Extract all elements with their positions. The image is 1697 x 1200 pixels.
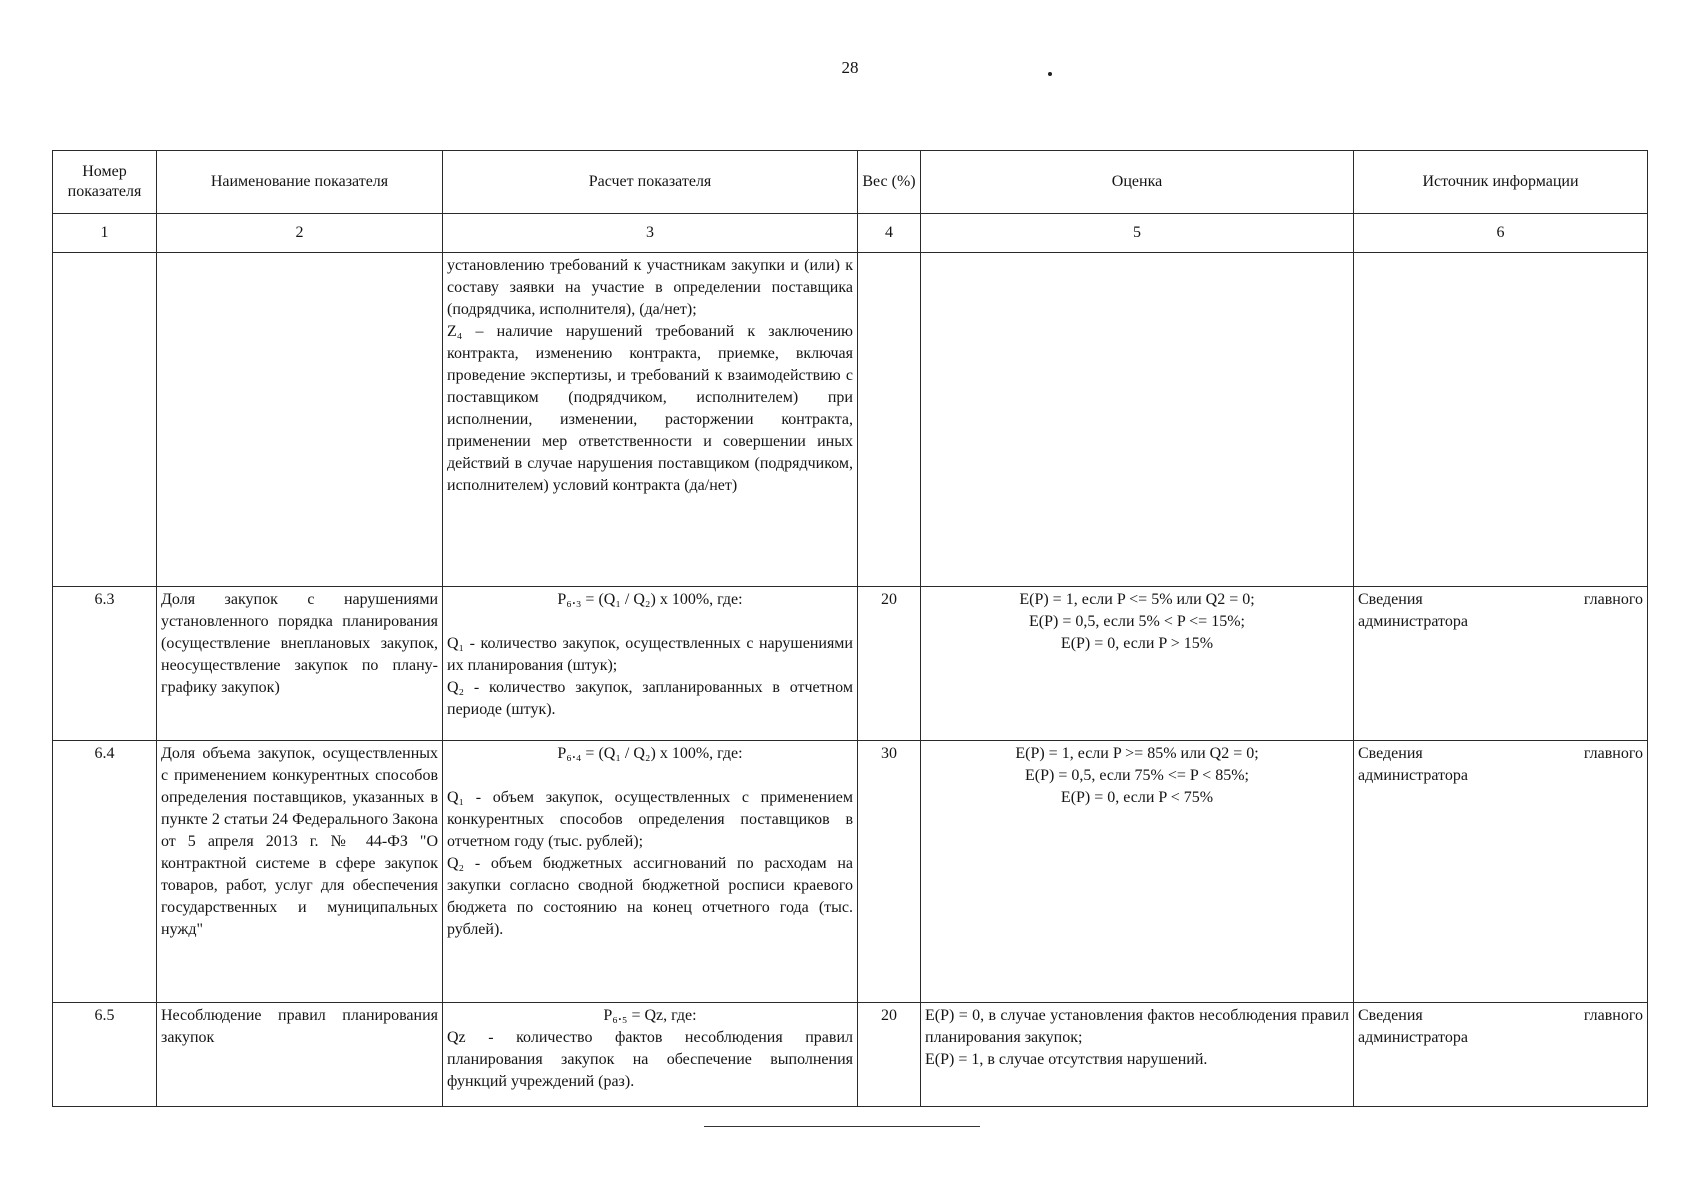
header-weight: Вес (%) bbox=[858, 151, 921, 214]
evaluation-line: E(P) = 1, если P <= 5% или Q2 = 0; bbox=[1019, 591, 1255, 608]
indicators-table bbox=[52, 150, 1648, 1107]
evaluation-line: E(P) = 0,5, если 5% < P <= 15%; bbox=[1029, 613, 1245, 630]
source-text: главного bbox=[1583, 745, 1643, 762]
evaluation-line: E(P) = 1, в случае отсутствия нарушений. bbox=[925, 1051, 1208, 1068]
evaluation-line: E(P) = 0, если P > 15% bbox=[1060, 635, 1214, 652]
source-text: главного bbox=[1583, 591, 1643, 608]
source-text: Сведения bbox=[1358, 591, 1423, 608]
cell-evaluation bbox=[921, 1003, 1354, 1107]
header-evaluation: Оценка bbox=[921, 151, 1354, 214]
table-row-continuation bbox=[53, 253, 1648, 587]
cell-weight: 30 bbox=[858, 741, 921, 1003]
cell-name bbox=[157, 253, 443, 587]
source-text: главного bbox=[1583, 1007, 1643, 1024]
table-row bbox=[53, 1003, 1648, 1107]
source-text: администратора bbox=[1358, 767, 1468, 784]
cell-source bbox=[1354, 1003, 1648, 1107]
cell-number: 6.5 bbox=[53, 1003, 157, 1107]
cell-weight bbox=[858, 253, 921, 587]
source-text: администратора bbox=[1358, 1029, 1468, 1046]
cell-number: 6.4 bbox=[53, 741, 157, 1003]
column-number: 4 bbox=[858, 214, 921, 253]
header-source: Источник информации bbox=[1354, 151, 1648, 214]
cell-source bbox=[1354, 253, 1648, 587]
header-name: Наименование показателя bbox=[157, 151, 443, 214]
cell-evaluation bbox=[921, 253, 1354, 587]
cell-calc bbox=[443, 253, 858, 587]
formula: P₆.₅ = Qz, где: bbox=[603, 1007, 697, 1024]
source-text: Сведения bbox=[1358, 745, 1423, 762]
column-number-row bbox=[53, 214, 1648, 253]
calc-line: Q₁ - количество закупок, осуществленных с нарушениями их планирования (штук); bbox=[447, 635, 853, 674]
cell-weight: 20 bbox=[858, 587, 921, 741]
evaluation-line: E(P) = 0,5, если 75% <= P < 85%; bbox=[1025, 767, 1249, 784]
cell-name: Доля закупок с нарушениями установленного порядка планирования (осуществление внеплановых закупок, неосуществление закупок по плану-графику закупок) bbox=[157, 587, 443, 741]
source-text: администратора bbox=[1358, 613, 1468, 630]
calc-line: Qz - количество фактов несоблюдения правил планирования закупок на обеспечение выполнения функций учреждений (раз). bbox=[447, 1029, 853, 1090]
cell-calc bbox=[443, 1003, 858, 1107]
cell-source bbox=[1354, 587, 1648, 741]
cell-number: 6.3 bbox=[53, 587, 157, 741]
formula: P₆.₃ = (Q₁ / Q₂) x 100%, где: bbox=[557, 591, 743, 608]
calc-line: установлению требований к участникам закупки и (или) к составу заявки на участие в определении поставщика (подрядчика, исполнителя), (да/нет); bbox=[447, 257, 853, 318]
header-row bbox=[53, 151, 1648, 214]
cell-calc bbox=[443, 587, 858, 741]
evaluation-line: E(P) = 0, если P < 75% bbox=[1060, 789, 1214, 806]
column-number: 2 bbox=[157, 214, 443, 253]
column-number: 3 bbox=[443, 214, 858, 253]
cell-number bbox=[53, 253, 157, 587]
calc-line: Q₂ - объем бюджетных ассигнований по расходам на закупки согласно сводной бюджетной росписи краевого бюджета по состоянию на конец отчетного года (тыс. рублей). bbox=[447, 855, 853, 938]
column-number: 6 bbox=[1354, 214, 1648, 253]
column-number: 1 bbox=[53, 214, 157, 253]
table-row bbox=[53, 741, 1648, 1003]
cell-name: Доля объема закупок, осуществленных с применением конкурентных способов определения поставщиков, указанных в пункте 2 статьи 24 Федерального Закона от 5 апреля 2013 г. № 44-ФЗ "О контрактной системе в сфере закупок товаров, работ, услуг для обеспечения государственных и муниципальных нужд" bbox=[157, 741, 443, 1003]
formula: P₆.₄ = (Q₁ / Q₂) x 100%, где: bbox=[557, 745, 743, 762]
column-number: 5 bbox=[921, 214, 1354, 253]
cell-name: Несоблюдение правил планирования закупок bbox=[157, 1003, 443, 1107]
cell-calc bbox=[443, 741, 858, 1003]
bottom-rule bbox=[704, 1126, 980, 1127]
evaluation-line: E(P) = 0, в случае установления фактов несоблюдения правил планирования закупок; bbox=[925, 1007, 1349, 1046]
cell-evaluation bbox=[921, 741, 1354, 1003]
header-calc: Расчет показателя bbox=[443, 151, 858, 214]
calc-line: Q₁ - объем закупок, осуществленных с применением конкурентных способов определения поставщиков в отчетном году (тыс. рублей); bbox=[447, 789, 853, 850]
header-number: Номер показателя bbox=[53, 151, 157, 214]
page-number: 28 bbox=[841, 58, 859, 77]
cell-evaluation bbox=[921, 587, 1354, 741]
evaluation-line: E(P) = 1, если P >= 85% или Q2 = 0; bbox=[1015, 745, 1259, 762]
table-row bbox=[53, 587, 1648, 741]
source-text: Сведения bbox=[1358, 1007, 1423, 1024]
cell-source bbox=[1354, 741, 1648, 1003]
scan-speck bbox=[1048, 72, 1052, 76]
calc-line: Z₄ – наличие нарушений требований к заключению контракта, изменению контракта, приемке, включая проведение экспертизы, и требований к взаимодействию с поставщиком (подрядчиком, исполнителем) при исполнении, изменении, расторжении контракта, применении мер ответственности и совершении иных действий в случае нарушения поставщиком (подрядчиком, исполнителем) условий контракта (да/нет) bbox=[447, 323, 853, 494]
calc-line: Q₂ - количество закупок, запланированных в отчетном периоде (штук). bbox=[447, 679, 853, 718]
cell-weight: 20 bbox=[858, 1003, 921, 1107]
